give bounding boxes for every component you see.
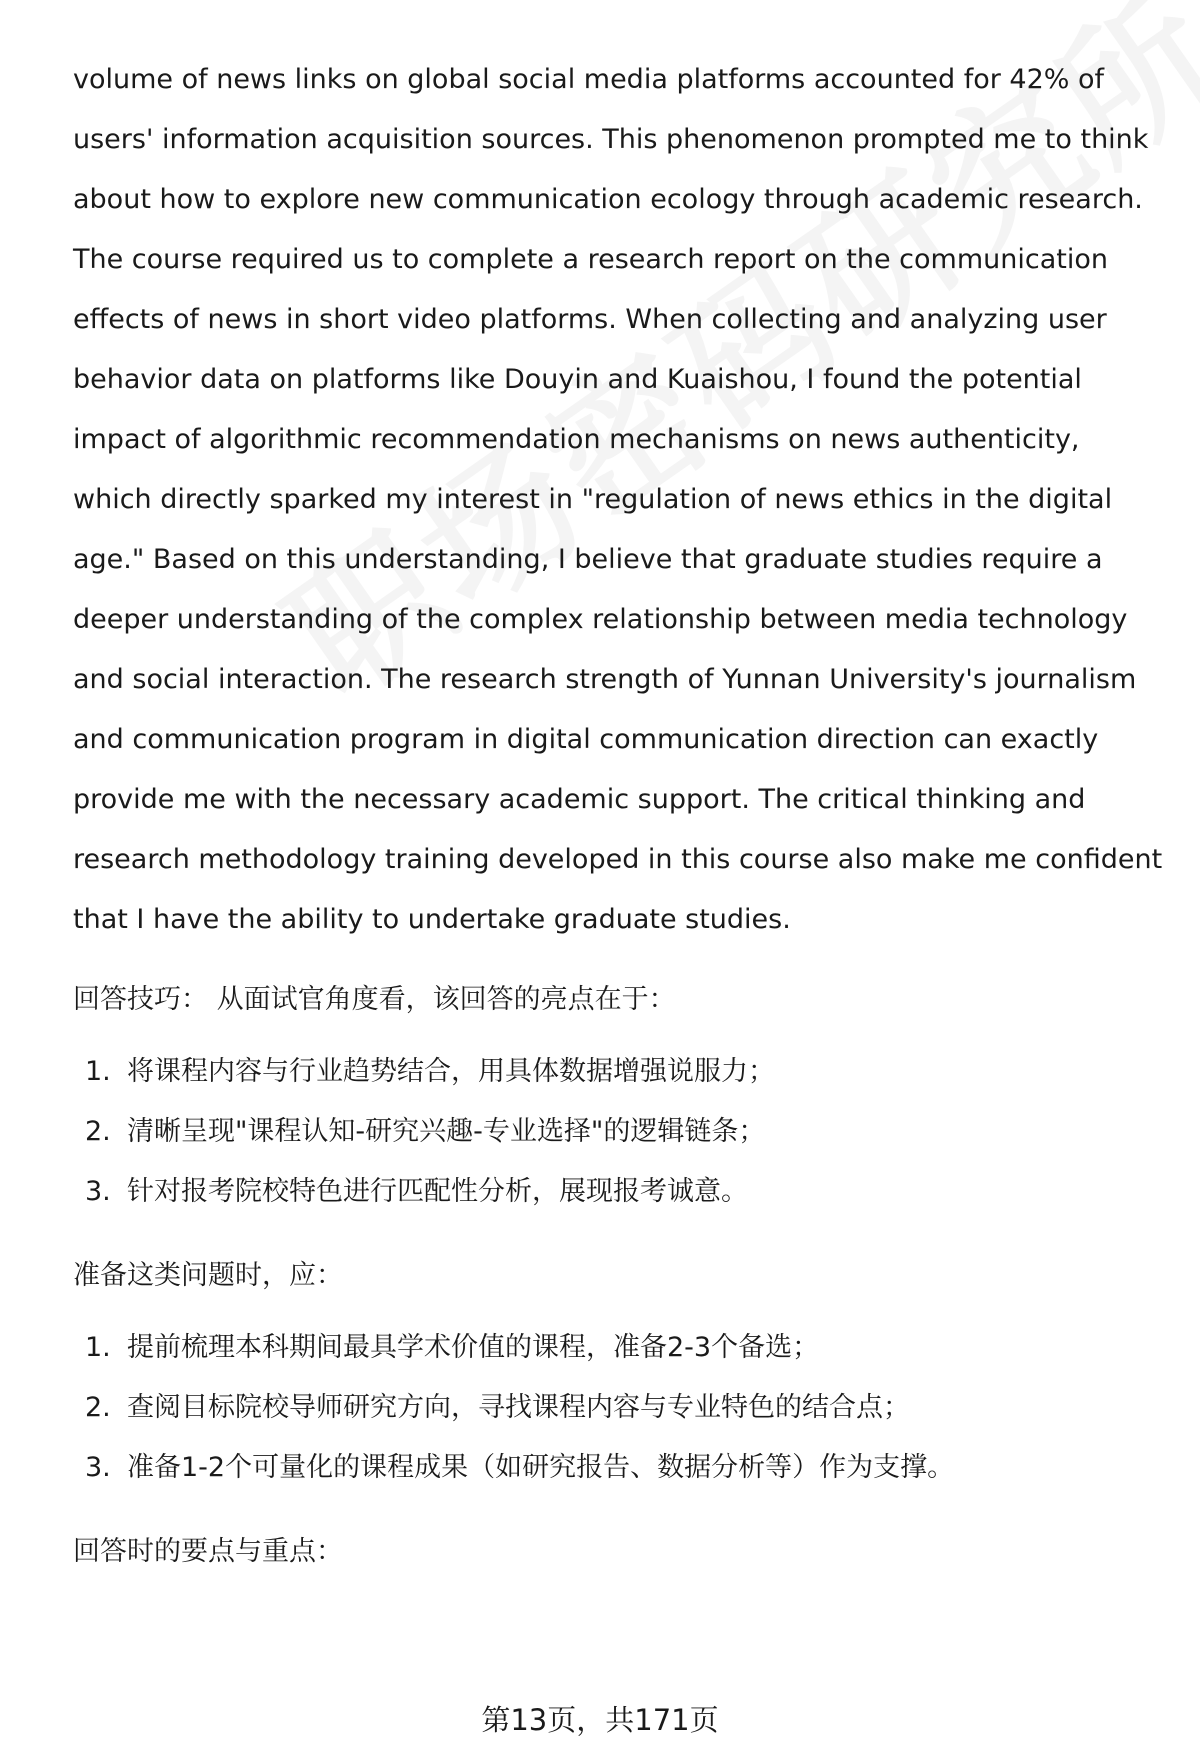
list-item-text: 提前梳理本科期间最具学术价值的课程，准备2-3个备选； <box>127 1332 820 1363</box>
list-item-text: 查阅目标院校导师研究方向，寻找课程内容与专业特色的结合点； <box>127 1392 910 1423</box>
key-points-heading: 回答时的要点与重点： <box>73 1536 343 1567</box>
list-item-number: 3. <box>85 1176 111 1207</box>
page-footer <box>0 1700 1200 1740</box>
body-paragraph: volume of news links on global social media platforms accounted for 42% of users' information acquisition sources. This phenomenon prompted me to think about how to explore new communication ecology through academic research. The course required us to complete a research report on the communication effects of news in short video platforms. When collecting and analyzing user behavior data on platforms like Douyin and Kuaishou, I found the potential impact of algorithmic recommendation mechanisms on news authenticity, which directly sparked my interest in "regulation of news ethics in the digital age." Based on this understanding, I believe that graduate studies require a deeper understanding of the complex relationship between media technology and social interaction. The research strength of Yunnan University's journalism and communication program in digital communication direction can exactly provide me with the necessary academic support. The critical thinking and research methodology training developed in this course also make me confident that I have the ability to undertake graduate studies. <box>73 64 1163 935</box>
answer-tips-heading: 回答技巧： 从面试官角度看，该回答的亮点在于： <box>73 984 676 1015</box>
list-item <box>73 1042 1165 1102</box>
list-item-number: 3. <box>85 1452 111 1483</box>
list-item <box>73 1102 1165 1162</box>
list-item-number: 2. <box>85 1392 111 1423</box>
list-item <box>73 1318 1165 1378</box>
list-item-number: 1. <box>85 1332 111 1363</box>
list-item-number: 2. <box>85 1116 111 1147</box>
list-item-text: 清晰呈现"课程认知-研究兴趣-专业选择"的逻辑链条； <box>127 1116 766 1147</box>
list-item-number: 1. <box>85 1056 111 1087</box>
list-item <box>73 1438 1165 1498</box>
list-item <box>73 1162 1165 1222</box>
answer-tips-list <box>73 1042 1165 1222</box>
list-item-text: 准备1-2个可量化的课程成果（如研究报告、数据分析等）作为支撑。 <box>127 1452 955 1483</box>
preparation-heading: 准备这类问题时，应： <box>73 1260 343 1291</box>
list-item-text: 针对报考院校特色进行匹配性分析，展现报考诚意。 <box>127 1176 748 1207</box>
list-item-text: 将课程内容与行业趋势结合，用具体数据增强说服力； <box>127 1056 775 1087</box>
list-item <box>73 1378 1165 1438</box>
preparation-list <box>73 1318 1165 1498</box>
document-content <box>73 50 1165 1582</box>
page-number-label: 第13页，共171页 <box>481 1703 719 1737</box>
